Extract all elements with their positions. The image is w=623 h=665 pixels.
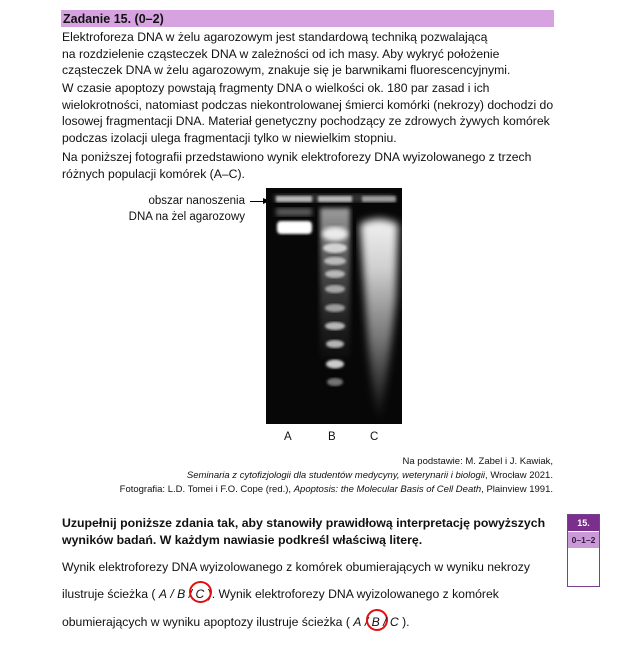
text-line: wyników badań. W każdym nawiasie podkreśl właściwą literę. — [62, 533, 423, 547]
task-title: Zadanie 15. (0–2) — [63, 11, 164, 26]
lane-b-band — [326, 360, 344, 369]
text-span: ilustruje ścieżka ( — [62, 587, 159, 601]
lane-a-band — [277, 221, 312, 234]
photo-book-details: , Plainview 1991. — [481, 484, 553, 495]
score-range: 0–1–2 — [568, 531, 599, 548]
text-line: różnych populacji komórek (A–C). — [62, 166, 245, 181]
intro-paragraph — [62, 29, 557, 79]
text-span: ). — [398, 615, 410, 629]
text-span: ). Wynik elektroforezy DNA wyizolowanego z komórek — [204, 587, 499, 601]
text-line: podczas izolacji ulega fragmentacji tylko w niewielkim stopniu. — [62, 130, 397, 145]
apoptosis-paragraph — [62, 80, 557, 146]
lane-b-band — [322, 227, 348, 241]
lane-b-band — [325, 304, 345, 312]
lane-b — [318, 196, 352, 386]
callout-label-line1: obszar nanoszenia — [148, 195, 245, 207]
photo-credit: Fotografia: L.D. Tomei i F.O. Cope (red.), — [119, 484, 294, 495]
option-separator: / — [170, 587, 174, 601]
source-line3 — [120, 483, 553, 497]
lane-b-band — [325, 285, 345, 293]
text-line: wielokrotności, natomiast podczas niekontrolowanej śmierci komórki (nekrozy) dochodzi do — [62, 97, 554, 112]
option-separator: / — [364, 615, 369, 629]
lane-b-band — [324, 257, 346, 265]
answer-line3 — [62, 615, 410, 629]
text-line: losowej fragmentacji DNA. Materiał genetyczny pochodzący ze zdrowych żywych komórek — [62, 114, 550, 128]
text-span: obumierających w wyniku apoptozy ilustruje ścieżka ( — [62, 615, 354, 629]
callout-arrow-line — [250, 201, 264, 202]
option-c-apoptoza[interactable]: C — [389, 615, 399, 629]
option-separator: / — [188, 587, 193, 601]
text-line: Elektroforeza DNA w żelu agarozowym jest standardową techniką pozwalającą — [62, 30, 488, 44]
answer-line2 — [62, 587, 499, 601]
callout-label-line2: DNA na żel agarozowy — [128, 211, 245, 223]
option-c-nekroza[interactable] — [195, 587, 204, 601]
lane-a-haze — [276, 208, 312, 216]
lane-c — [360, 196, 398, 420]
lane-b-band — [326, 340, 344, 348]
gel-photo — [266, 188, 402, 424]
lane-b-band — [323, 243, 347, 253]
source-line2 — [187, 469, 553, 483]
lane-c-well — [362, 196, 396, 202]
text-line: W czasie apoptozy powstają fragmenty DNA o wielkości ok. 180 par zasad i ich — [62, 81, 490, 95]
lane-a — [276, 196, 312, 234]
photo-book-title: Apoptosis: the Molecular Basis of Cell Death — [293, 484, 482, 495]
lane-a-well — [276, 196, 312, 202]
lane-c-smear — [360, 219, 398, 420]
photo-intro-paragraph — [62, 149, 557, 182]
option-letter: B — [371, 615, 380, 629]
gel-image — [266, 188, 402, 424]
source-book-details: , Wrocław 2021. — [485, 470, 553, 481]
answer-line1: Wynik elektroforezy DNA wyizolowanego z komórek obumierających w wyniku nekrozy — [62, 560, 530, 574]
lane-label-c: C — [370, 431, 379, 443]
source-line1: Na podstawie: M. Zabel i J. Kawiak, — [402, 456, 553, 467]
lane-b-well — [318, 196, 352, 202]
text-line: cząsteczek DNA w żelu agarozowym, znakuje się je barwnikami fluorescencyjnymi. — [62, 63, 511, 77]
task-header — [61, 10, 554, 27]
option-a-apoptoza[interactable]: A — [353, 615, 362, 629]
lane-b-band — [327, 378, 343, 386]
option-b-apoptoza[interactable] — [372, 615, 380, 629]
text-line: na rozdzielenie cząsteczek DNA w zależności od ich masy. Aby wykryć położenie — [62, 46, 500, 61]
text-line: Uzupełnij poniższe zdania tak, aby stanowiły prawidłową interpretację powyższych — [62, 516, 546, 530]
option-a-nekroza[interactable]: A — [158, 587, 167, 601]
lane-label-b: B — [328, 431, 336, 443]
score-box — [567, 514, 600, 587]
score-number: 15. — [568, 515, 599, 531]
lane-b-band — [325, 270, 345, 278]
lane-b-band — [325, 322, 345, 330]
source-book-title: Seminaria z cytofizjologii dla studentów medycyny, weterynarii i biologii — [186, 470, 486, 481]
option-b-nekroza[interactable]: B — [177, 587, 186, 601]
task-instruction — [62, 515, 545, 549]
option-letter: C — [195, 587, 205, 601]
text-line: Na poniższej fotografii przedstawiono wynik elektroforezy DNA wyizolowanego z trzech — [62, 150, 532, 164]
option-separator: / — [383, 615, 387, 629]
lane-label-a: A — [284, 431, 292, 443]
